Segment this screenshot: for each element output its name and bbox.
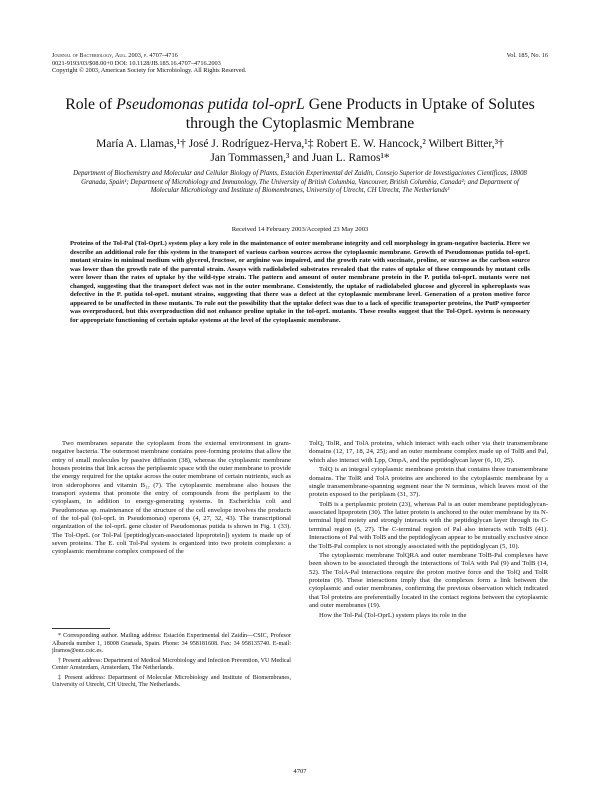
- body-paragraph: The cytoplasmic membrane TolQRA and outer membrane TolB-Pal complexes have been shown to be associated through the interactions of TolA with Pal (9) and TolB (14, 52). The TolA-Pal interactions require the proton motive force and the TolQ and TolR proteins (9). These interactions imply that the complexes form a link between the cytoplasmic and outer membranes, confirming the previous observation which indicated that Tol proteins are preferentially located in the contact regions between the cytoplasmic and outer membranes (19).: [309, 552, 548, 610]
- body-paragraph: Two membranes separate the cytoplasm from the external environment in gram-negative bacteria. The outermost membrane contains pore-forming proteins that allow the entry of small molecules by passive diffusion (38), whereas the cytoplasmic membrane houses proteins that link across the periplasmic space with the outer membrane to provide the energy required for the uptake across the outer membrane of certain nutrients, such as iron siderophores and vitamin B₁₂ (7). The cytoplasmic membrane also houses the transport systems that promote the entry of compounds from the periplasm to the cytoplasm, in addition to energy-generating systems. In Escherichia coli and Pseudomonas sp. maintenance of the structure of the cell envelope involves the products of the tol-pal (tol-oprL in Pseudomonas) operons (4, 27, 32, 43). The transcriptional organization of the tol-oprL gene cluster of Pseudomonas putida is shown in Fig. 1 (33). The Tol-OprL (or Tol-Pal [peptidoglycan-associated lipoprotein]) system is made up of seven proteins. The E. coli Tol-Pal system is organized into two protein complexes: a cytoplasmic membrane complex composed of the: [52, 440, 291, 556]
- author-list: [60, 138, 540, 165]
- title-organism: Pseudomonas putida tol-oprL: [116, 96, 305, 113]
- body-paragraph: TolQ is an integral cytoplasmic membrane protein that contains three transmembrane domains. The TolR and TolA proteins are anchored to the cytoplasmic membrane by a single transmembrane-spanning segment near the N terminus, which leaves most of the protein exposed to the periplasm (31, 37).: [309, 466, 548, 499]
- affiliations: Department of Biochemistry and Molecular and Cellular Biology of Plants, Estación Experimental del Zaidín, Consejo Superior de Investigaciones Científicas, 18008 Granada, Spain¹; Department of Microbiology and Immunology, The University of British Columbia, Vancouver, British Columbia, Canada²; and Department of Molecular Microbiology and Institute of Biomembranes, University of Utrecht, CH Utrecht, The Netherlands³: [73, 170, 527, 195]
- copyright-line: Copyright © 2003, American Society for Microbiology. All Rights Reserved.: [52, 67, 247, 75]
- running-header: [52, 52, 548, 75]
- title-part-1: Role of: [65, 96, 117, 113]
- abstract: Proteins of the Tol-Pal (Tol-OprL) system play a key role in the maintenance of outer membrane integrity and cell morphology in gram-negative bacteria. Here we describe an additional role for this system in the transport of various carbon sources across the cytoplasmic membrane. Growth of Pseudomonas putida tol-oprL mutant strains in minimal medium with glycerol, fructose, or arginine was impaired, and the growth rate with succinate, proline, or sucrose as the carbon source was lower than the growth rate of the parental strain. Assays with radiolabeled substrates revealed that the rates of uptake of these compounds by mutant cells were lower than the rates of uptake by the wild-type strain. The pattern and amount of outer membrane protein in the P. putida tol-oprL mutants were not changed, suggesting that the transport defect was not in the outer membrane. Consistently, the uptake of radiolabeled glucose and glycerol in spheroplasts was defective in the P. putida tol-oprL mutant strains, suggesting that there was a defect at the cytoplasmic membrane level. Generation of a proton motive force appeared to be unaffected in these mutants. To rule out the possibility that the uptake defect was due to a lack of specific transporter proteins, the PutP symporter was overproduced, but this overproduction did not enhance proline uptake in the tol-oprL mutants. These results suggest that the Tol-OprL system is necessary for appropriate functioning of certain uptake systems at the level of the cytoplasmic membrane.: [70, 240, 530, 324]
- body-paragraph: TolB is a periplasmic protein (23), whereas Pal is an outer membrane peptidoglycan-associated lipoprotein (30). The latter protein is anchored to the outer membrane by its N-terminal lipid moiety and strongly interacts with the peptidoglycan layer through its C-terminal region (5, 27). The C-terminal region of Pal also interacts with TolB (41). Interactions of Pal with TolB and the peptidoglycan appear to be mutually exclusive since the TolB-Pal complex is not strongly associated with the peptidoglycan (5, 10).: [309, 500, 548, 550]
- received-date: Received 14 February 2003/Accepted 23 May 2003: [231, 226, 369, 233]
- page-number: 4707: [293, 768, 307, 775]
- journal-citation: Journal of Bacteriology, Aug. 2003, p. 4707–4716: [52, 52, 178, 59]
- author-line-2: Jan Tommassen,³ and Juan L. Ramos¹*: [210, 151, 390, 164]
- body-column-right: [309, 440, 548, 620]
- footnote-present-address-1: † Present address: Department of Medical Microbiology and Infection Prevention, VU Medical Center Amsterdam, Amsterdam, The Netherlands.: [52, 657, 291, 671]
- body-paragraph: How the Tol-Pal (Tol-OprL) system plays its role in the: [319, 611, 467, 619]
- footnote-present-address-2: ‡ Present address: Department of Molecular Microbiology and Institute of Biomembranes, University of Utrecht, CH Utrecht, The Netherlands.: [52, 674, 291, 688]
- footnote-rule: [52, 628, 110, 629]
- issn-doi-line: 0021-9193/03/$08.00+0 DOI: 10.1128/JB.185.16.4707–4716.2003: [52, 59, 221, 67]
- article-title: [60, 95, 540, 133]
- body-paragraph: TolQ, TolR, and TolA proteins, which interact with each other via their transmembrane domains (12, 17, 18, 24, 25); and an outer membrane complex made up of TolB and Pal, which also interact with Lpp, OmpA, and the peptidoglycan layer (6, 10, 25).: [309, 440, 548, 464]
- volume-issue: Vol. 185, No. 16: [506, 52, 548, 59]
- footnotes: [52, 633, 291, 692]
- author-line-1: María A. Llamas,¹† José J. Rodríguez-Herva,¹‡ Robert E. W. Hancock,² Wilbert Bitter,³†: [96, 138, 504, 150]
- footnote-corresponding: * Corresponding author. Mailing address: Estación Experimental del Zaidín—CSIC, Profesor Albareda number 1, 18008 Granada, Spain. Phone: 34 958181608. Fax: 34 958135740. E-mail: jlramos@eez.csic.es.: [52, 633, 291, 654]
- title-part-2: Gene Products in Uptake of Solutes through the Cytoplasmic Membrane: [185, 96, 535, 132]
- body-column-left: [52, 440, 291, 557]
